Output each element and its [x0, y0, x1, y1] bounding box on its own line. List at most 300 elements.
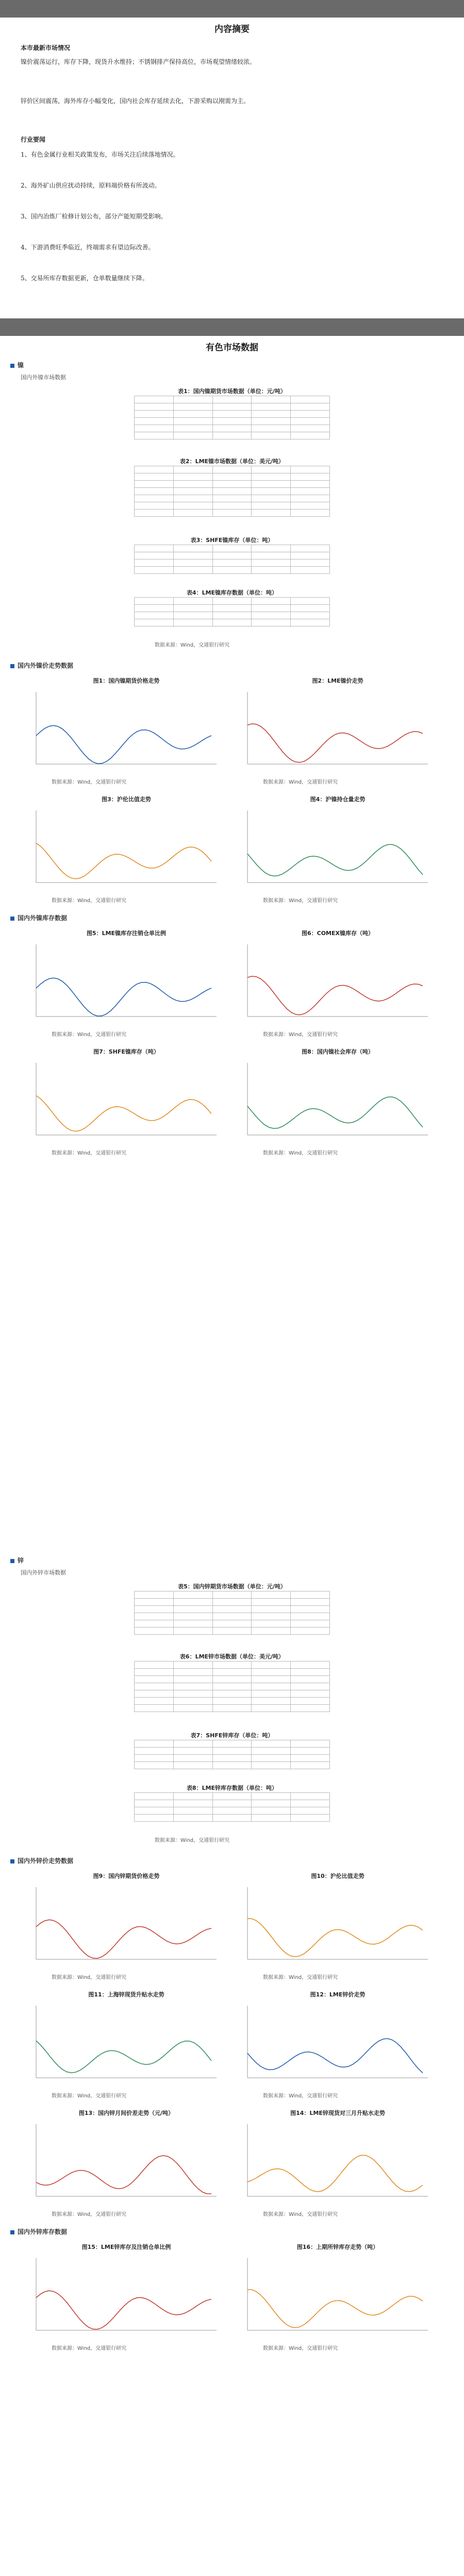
chart-title: 图10：沪伦比值走势	[311, 1873, 364, 1879]
series-line	[36, 843, 211, 879]
table-cell	[252, 411, 291, 418]
chart-source: 数据来源：Wind，交通银行研究	[263, 2212, 338, 2217]
table-cell	[173, 552, 212, 560]
data-table	[134, 1652, 330, 1712]
table-cell	[291, 1705, 330, 1712]
table-cell	[135, 396, 174, 403]
table-row	[135, 1591, 330, 1599]
table-cell	[212, 1591, 252, 1599]
table-cell	[173, 1800, 212, 1807]
table-cell	[173, 432, 212, 439]
table-cell	[212, 560, 252, 567]
table-row	[135, 495, 330, 502]
table-cell	[212, 1690, 252, 1698]
chart	[31, 795, 222, 893]
table-cell	[291, 495, 330, 502]
table-cell	[212, 1815, 252, 1822]
table-cell	[173, 1628, 212, 1635]
chart-plot	[242, 939, 433, 1027]
square-bullet-icon	[10, 1559, 14, 1563]
table-cell	[135, 567, 174, 574]
table-cell	[291, 502, 330, 510]
table-cell	[173, 1613, 212, 1620]
table-cell	[173, 403, 212, 411]
table-cell	[212, 1800, 252, 1807]
table-cell	[291, 1815, 330, 1822]
table-cell	[212, 1599, 252, 1606]
table-cell	[252, 425, 291, 432]
table-cell	[135, 418, 174, 425]
table-cell	[135, 1815, 174, 1822]
chart-title: 图1：国内镍期货价格走势	[93, 677, 160, 684]
chart-source: 数据来源：Wind，交通银行研究	[263, 779, 338, 785]
chart	[242, 1872, 433, 1970]
table-cell	[173, 1683, 212, 1690]
table-cell	[135, 552, 174, 560]
chart-source: 数据来源：Wind，交通银行研究	[263, 898, 338, 904]
table-row	[135, 1698, 330, 1705]
news-item: 5、交易所库存数据更新，仓单数量继续下降。	[21, 275, 148, 282]
table-cell	[291, 1807, 330, 1815]
table-cell	[252, 612, 291, 619]
table-row	[135, 1793, 330, 1800]
table-cell	[173, 612, 212, 619]
chart	[242, 2243, 433, 2341]
table-cell	[291, 567, 330, 574]
table-cell	[252, 545, 291, 552]
table-cell	[135, 510, 174, 517]
table-cell	[173, 1690, 212, 1698]
table-row	[135, 1815, 330, 1822]
table-cell	[252, 1755, 291, 1762]
table-cell	[173, 418, 212, 425]
chart	[31, 1990, 222, 2088]
table-row	[135, 1740, 330, 1748]
table-row	[135, 1620, 330, 1628]
table-cell	[135, 1613, 174, 1620]
table-cell	[252, 1620, 291, 1628]
table-cell	[135, 1662, 174, 1669]
table-cell	[291, 1628, 330, 1635]
table-cell	[173, 510, 212, 517]
table-cell	[252, 552, 291, 560]
table-row	[135, 1755, 330, 1762]
table-caption: 表3：SHFE镍库存（单位：吨）	[190, 537, 274, 544]
table-caption: 表2：LME镍市场数据（单位：美元/吨）	[179, 458, 285, 465]
square-bullet-icon	[10, 1859, 14, 1863]
table-cell	[252, 510, 291, 517]
chart-source: 数据来源：Wind，交通银行研究	[263, 1032, 338, 1038]
table-cell	[173, 1815, 212, 1822]
table-cell	[135, 1676, 174, 1683]
table-row	[135, 1683, 330, 1690]
table-cell	[252, 1683, 291, 1690]
table-cell	[212, 418, 252, 425]
table-cell	[252, 1800, 291, 1807]
chart-source: 数据来源：Wind，交通银行研究	[52, 2212, 127, 2217]
table-cell	[252, 1606, 291, 1613]
table-cell	[291, 1606, 330, 1613]
table-cell	[291, 619, 330, 626]
table-cell	[212, 1613, 252, 1620]
table-cell	[212, 1762, 252, 1769]
table-row	[135, 502, 330, 510]
table-cell	[173, 1740, 212, 1748]
main-title: 有色市场数据	[206, 343, 258, 353]
chart-plot	[242, 2001, 433, 2088]
page-title: 内容摘要	[214, 24, 250, 35]
table-cell	[212, 432, 252, 439]
chart-source: 数据来源：Wind，交通银行研究	[263, 1975, 338, 1980]
series-line	[247, 2155, 423, 2192]
table-row	[135, 1606, 330, 1613]
table-cell	[173, 1606, 212, 1613]
table-cell	[173, 1591, 212, 1599]
table-cell	[252, 1740, 291, 1748]
table-cell	[135, 502, 174, 510]
table-row	[135, 552, 330, 560]
chart-source: 数据来源：Wind，交通银行研究	[52, 779, 127, 785]
table-cell	[173, 619, 212, 626]
table-row	[135, 1705, 330, 1712]
table-row	[135, 1669, 330, 1676]
chart-plot	[242, 2119, 433, 2207]
table-row	[135, 1676, 330, 1683]
table-row	[135, 619, 330, 626]
table-cell	[291, 1591, 330, 1599]
table-cell	[135, 612, 174, 619]
table-cell	[173, 396, 212, 403]
chart-plot	[242, 805, 433, 893]
chart-plot	[242, 687, 433, 774]
table-row	[135, 425, 330, 432]
table-cell	[173, 1676, 212, 1683]
table-cell	[252, 1669, 291, 1676]
table-row	[135, 466, 330, 473]
table-cell	[291, 1599, 330, 1606]
series-line	[247, 724, 423, 762]
news-item: 2、海外矿山供应扰动持续，原料端价格有所波动。	[21, 182, 161, 189]
chart-source: 数据来源：Wind，交通银行研究	[263, 1150, 338, 1156]
chart-source: 数据来源：Wind，交通银行研究	[52, 898, 127, 904]
summary-para-1: 镍价震荡运行，库存下降，现货升水维持；不锈钢排产保持高位，市场观望情绪较浓。	[21, 58, 256, 65]
table-cell	[173, 1705, 212, 1712]
table-cell	[252, 403, 291, 411]
table-cell	[173, 1599, 212, 1606]
chart	[31, 1872, 222, 1970]
series-line	[36, 2156, 211, 2194]
table-cell	[252, 1613, 291, 1620]
table-cell	[135, 466, 174, 473]
table-row	[135, 403, 330, 411]
news-item: 4、下游消费旺季临近，终端需求有望边际改善。	[21, 244, 155, 251]
series-line	[247, 1919, 423, 1957]
data-table	[134, 386, 330, 439]
square-bullet-icon	[10, 664, 14, 668]
table-cell	[212, 1705, 252, 1712]
data-table	[134, 535, 330, 574]
table-caption: 表8：LME锌库存数据（单位：吨）	[186, 1785, 278, 1791]
table-cell	[291, 1800, 330, 1807]
table-cell	[252, 396, 291, 403]
table-cell	[212, 567, 252, 574]
data-table	[134, 1582, 330, 1635]
table-cell	[252, 1698, 291, 1705]
table-cell	[252, 418, 291, 425]
chart-title: 图6：COMEX镍库存（吨）	[301, 930, 374, 937]
chart	[31, 1047, 222, 1145]
table-cell	[291, 598, 330, 605]
table-cell	[173, 495, 212, 502]
table-cell	[173, 1762, 212, 1769]
table-row	[135, 432, 330, 439]
news-item: 3、国内冶炼厂检修计划公布，部分产能短期受影响。	[21, 213, 167, 220]
table-row	[135, 1662, 330, 1669]
table-cell	[212, 1748, 252, 1755]
source-note: 数据来源：Wind，交通银行研究	[155, 1838, 230, 1843]
table-cell	[291, 552, 330, 560]
table-caption: 表6：LME锌市场数据（单位：美元/吨）	[179, 1653, 285, 1660]
data-table	[134, 456, 330, 517]
table-cell	[135, 1755, 174, 1762]
table-cell	[135, 1606, 174, 1613]
table-cell	[291, 1793, 330, 1800]
table-cell	[252, 619, 291, 626]
table-cell	[291, 432, 330, 439]
table-cell	[252, 1793, 291, 1800]
chart-title: 图16：上期所锌库存走势（吨）	[296, 2244, 379, 2250]
table-row	[135, 1628, 330, 1635]
series-line	[36, 1920, 211, 1958]
table-cell	[173, 567, 212, 574]
section-band	[0, 318, 464, 336]
table-cell	[135, 1591, 174, 1599]
table-cell	[135, 481, 174, 488]
table-cell	[291, 1620, 330, 1628]
table-cell	[252, 502, 291, 510]
table-cell	[291, 403, 330, 411]
table-cell	[252, 1762, 291, 1769]
series-line	[247, 2290, 423, 2328]
table-cell	[135, 432, 174, 439]
table-cell	[252, 1599, 291, 1606]
chart-title: 图3：沪伦比值走势	[102, 796, 151, 803]
table-cell	[173, 466, 212, 473]
chart	[31, 929, 222, 1027]
table-cell	[212, 619, 252, 626]
table-cell	[212, 552, 252, 560]
table-cell	[252, 1591, 291, 1599]
table-cell	[291, 1662, 330, 1669]
source-note: 数据来源：Wind，交通银行研究	[155, 642, 230, 648]
square-bullet-icon	[10, 364, 14, 368]
table-cell	[252, 1705, 291, 1712]
series-line	[36, 978, 211, 1016]
table-cell	[212, 1755, 252, 1762]
table-cell	[135, 560, 174, 567]
table-row	[135, 510, 330, 517]
square-bullet-icon	[10, 917, 14, 921]
data-table	[134, 588, 330, 626]
chart-source: 数据来源：Wind，交通银行研究	[52, 1150, 127, 1156]
table-cell	[212, 1807, 252, 1815]
table-cell	[252, 1748, 291, 1755]
chart	[242, 1047, 433, 1145]
table-cell	[212, 612, 252, 619]
table-cell	[291, 612, 330, 619]
table-cell	[212, 403, 252, 411]
table-row	[135, 545, 330, 552]
table-cell	[291, 481, 330, 488]
table-cell	[252, 495, 291, 502]
table-cell	[212, 502, 252, 510]
table-cell	[212, 473, 252, 481]
table-cell	[135, 1740, 174, 1748]
table-cell	[291, 1613, 330, 1620]
table-cell	[173, 1807, 212, 1815]
table-cell	[212, 1740, 252, 1748]
table-cell	[135, 425, 174, 432]
table-cell	[173, 545, 212, 552]
table-cell	[252, 1815, 291, 1822]
table-cell	[291, 1748, 330, 1755]
table-cell	[252, 567, 291, 574]
chart-source: 数据来源：Wind，交通银行研究	[52, 2346, 127, 2351]
table-cell	[291, 1698, 330, 1705]
chart-source: 数据来源：Wind，交通银行研究	[52, 1032, 127, 1038]
table-cell	[291, 411, 330, 418]
series-line	[247, 844, 423, 876]
table-cell	[173, 560, 212, 567]
table-cell	[135, 1620, 174, 1628]
table-cell	[291, 1690, 330, 1698]
table-row	[135, 396, 330, 403]
table-cell	[291, 1762, 330, 1769]
table-cell	[173, 1793, 212, 1800]
table-cell	[173, 1669, 212, 1676]
table-cell	[212, 1628, 252, 1635]
table-cell	[212, 396, 252, 403]
table-cell	[212, 411, 252, 418]
chart-source: 数据来源：Wind，交通银行研究	[52, 2093, 127, 2099]
chart-title: 图9：国内锌期货价格走势	[93, 1873, 160, 1879]
table-cell	[291, 510, 330, 517]
table-cell	[212, 1620, 252, 1628]
table-cell	[252, 473, 291, 481]
table-cell	[135, 619, 174, 626]
table-cell	[291, 1683, 330, 1690]
table-cell	[135, 598, 174, 605]
table-cell	[173, 598, 212, 605]
chart-plot	[31, 2001, 222, 2088]
table-cell	[135, 495, 174, 502]
chart-title: 图8：国内镍社会库存（吨）	[302, 1048, 374, 1055]
chart	[242, 929, 433, 1027]
table-cell	[252, 1690, 291, 1698]
chart	[31, 2243, 222, 2341]
table-cell	[212, 425, 252, 432]
chart-block-title: 国内外锌价走势数据	[10, 1856, 73, 1865]
table-cell	[212, 1606, 252, 1613]
table-cell	[212, 598, 252, 605]
table-cell	[135, 1690, 174, 1698]
news-heading: 行业要闻	[21, 136, 46, 143]
table-row	[135, 1748, 330, 1755]
series-line	[36, 725, 211, 764]
chart-title: 图5：LME镍库存注销仓单比例	[86, 930, 167, 937]
table-row	[135, 560, 330, 567]
chart-title: 图2：LME镍价走势	[312, 677, 363, 684]
chart-title: 图12：LME锌价走势	[310, 1991, 366, 1998]
table-cell	[291, 605, 330, 612]
table-cell	[173, 502, 212, 510]
table-cell	[135, 1599, 174, 1606]
table-cell	[291, 1669, 330, 1676]
table-row	[135, 488, 330, 495]
table-row	[135, 1807, 330, 1815]
table-cell	[212, 488, 252, 495]
series-line	[247, 976, 423, 1015]
data-table	[134, 1783, 330, 1822]
table-cell	[135, 1800, 174, 1807]
table-cell	[291, 1755, 330, 1762]
table-row	[135, 605, 330, 612]
table-cell	[135, 473, 174, 481]
table-cell	[212, 1676, 252, 1683]
table-row	[135, 1800, 330, 1807]
chart	[31, 676, 222, 774]
table-row	[135, 473, 330, 481]
table-row	[135, 481, 330, 488]
chart	[242, 795, 433, 893]
table-cell	[291, 560, 330, 567]
table-cell	[291, 396, 330, 403]
table-cell	[252, 488, 291, 495]
table-row	[135, 1690, 330, 1698]
chart-block-title: 国内外锌库存数据	[10, 2227, 67, 2236]
block-title: 国内外镍市场数据	[21, 374, 66, 381]
chart-plot	[242, 1882, 433, 1970]
square-bullet-icon	[10, 2230, 14, 2234]
chart-title: 图15：LME锌库存及注销仓单比例	[81, 2244, 171, 2250]
news-item: 1、有色金属行业相关政策发布，市场关注后续落地情况。	[21, 151, 179, 158]
block-title: 国内外锌市场数据	[21, 1569, 66, 1576]
table-cell	[252, 1662, 291, 1669]
chart-plot	[31, 1882, 222, 1970]
table-cell	[135, 488, 174, 495]
data-table	[134, 1731, 330, 1769]
table-cell	[212, 510, 252, 517]
table-cell	[173, 1748, 212, 1755]
table-cell	[252, 1807, 291, 1815]
table-cell	[135, 545, 174, 552]
table-row	[135, 1599, 330, 1606]
table-cell	[135, 411, 174, 418]
table-cell	[135, 605, 174, 612]
table-cell	[135, 1698, 174, 1705]
table-cell	[291, 418, 330, 425]
chart	[242, 1990, 433, 2088]
table-cell	[291, 473, 330, 481]
table-row	[135, 612, 330, 619]
table-row	[135, 418, 330, 425]
table-cell	[291, 1676, 330, 1683]
series-line	[247, 2039, 423, 2073]
table-cell	[252, 1628, 291, 1635]
chart-plot	[242, 1058, 433, 1145]
table-cell	[173, 1662, 212, 1669]
table-caption: 表4：LME镍库存数据（单位：吨）	[186, 589, 278, 596]
